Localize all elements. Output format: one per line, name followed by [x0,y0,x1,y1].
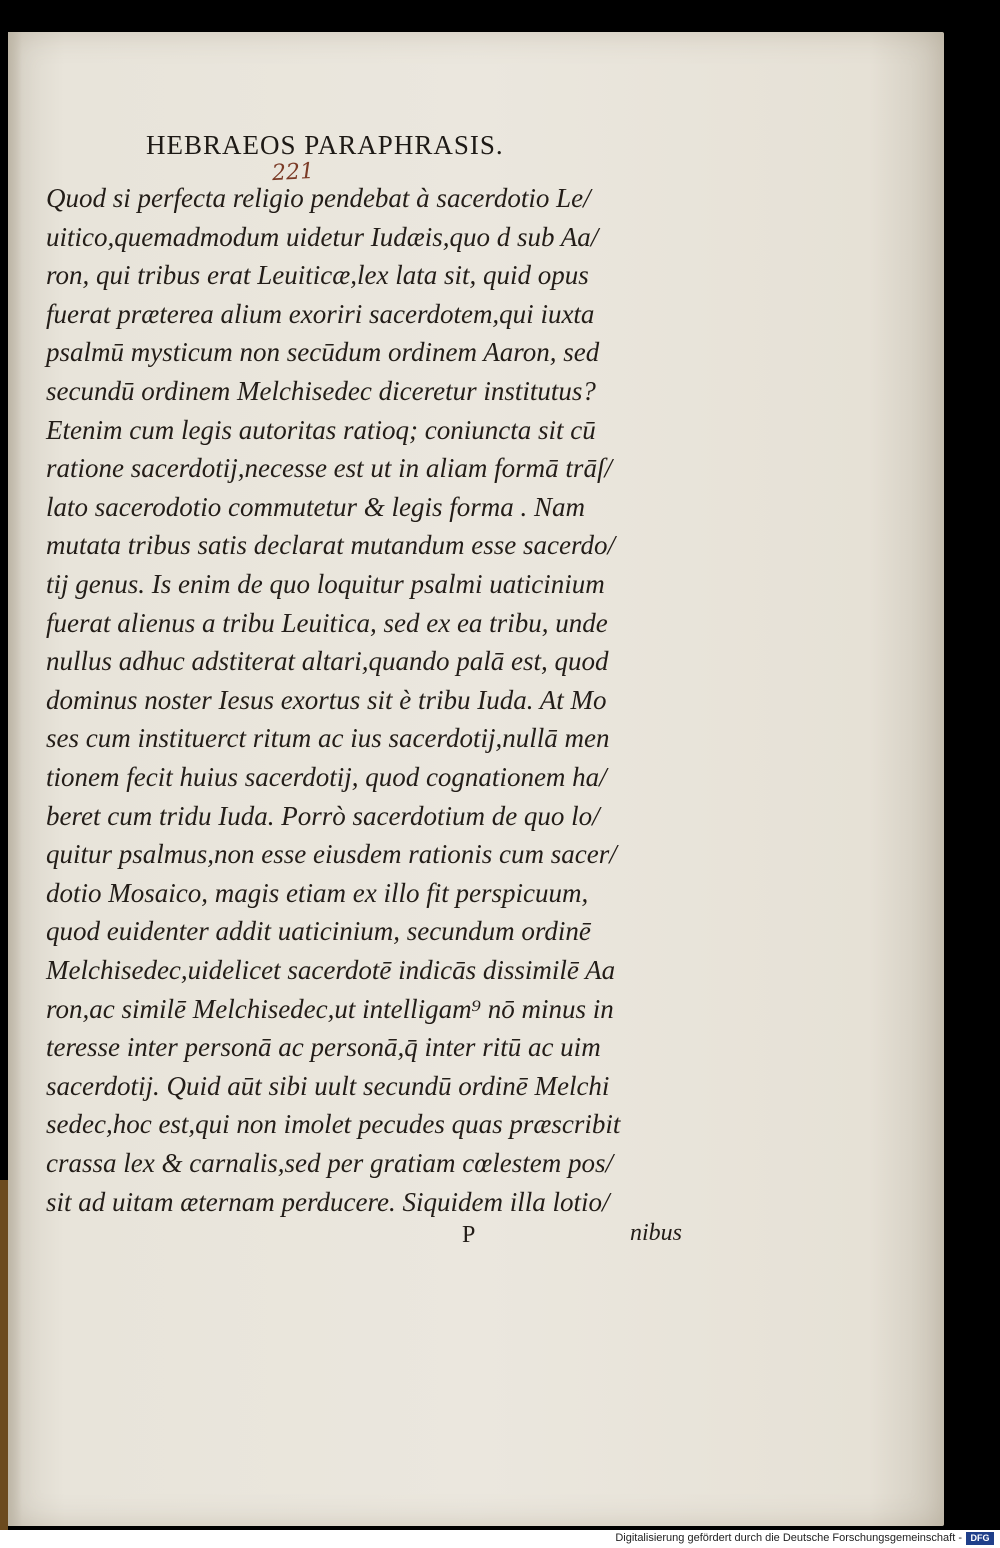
handwritten-folio-number: 221 [271,158,315,187]
text-line: sacerdotij. Quid aūt sibi uult secundū ordinē Melchi [46,1070,610,1101]
text-line: ron,ac similē Melchisedec,ut intelligam⁹ nō minus in [46,993,614,1024]
text-line: mutata tribus satis declarat mutandum esse sacerdo/ [46,530,615,561]
text-line: ratione sacerdotij,necesse est ut in aliam formā trāſ/ [46,453,612,484]
text-line: tionem fecit huius sacerdotij, quod cognationem ha/ [46,762,607,792]
running-header: HEBRAEOS PARAPHRASIS. [146,130,504,160]
text-line: nullus adhuc adstiterat altari,quando palā est, quod [46,646,609,677]
text-line: beret cum tridu Iuda. Porrò sacerdotium de quo lo/ [46,800,600,831]
text-line: quitur psalmus,non esse eiusdem rationis cum sacer/ [46,839,617,870]
dfg-logo: DFG [966,1532,994,1545]
text-line: sit ad uitam æternam perducere. Siquidem illa lotio/ [46,1186,610,1217]
catchword: nibus [630,1220,683,1246]
text-line: Melchisedec,uidelicet sacerdotē indicās dissimilē Aa [46,955,616,985]
text-line: crassa lex & carnalis,sed per gratiam cœlestem pos/ [46,1148,613,1178]
text-line: ron, qui tribus erat Leuiticæ,lex lata sit, quid opus [46,260,589,291]
signature-mark: P [462,1222,476,1248]
text-line: dominus noster Iesus exortus sit è tribu Iuda. At Mo [46,684,607,715]
text-line: fuerat alienus a tribu Leuitica, sed ex ea tribu, unde [46,607,608,638]
digitization-footer [0,1530,1000,1548]
text-line: fuerat præterea alium exoriri sacerdotem,qui iuxta [46,298,595,329]
text-line: Quod si perfecta religio pendebat à sacerdotio Le/ [46,183,591,213]
text-line: psalmū mysticum non secūdum ordinem Aaron, sed [46,337,600,368]
text-line: tij genus. Is enim de quo loquitur psalmi uaticinium [46,569,605,599]
text-line: Etenim cum legis autoritas ratioq; coniuncta sit cū [46,414,596,445]
text-line: sedec,hoc est,qui non imolet pecudes quas præscribit [46,1109,621,1140]
book-spine-edge [0,1180,8,1530]
text-line: quod euidenter addit uaticinium, secundum ordinē [46,916,591,947]
text-line: secundū ordinem Melchisedec diceretur institutus? [46,376,596,406]
text-line: dotio Mosaico, magis etiam ex illo fit perspicuum, [46,877,589,908]
text-line: lato sacerodotio commutetur & legis forma . Nam [46,491,585,522]
funding-credit: Digitalisierung gefördert durch die Deutsche Forschungsgemeinschaft - [615,1532,962,1544]
text-line: ses cum instituerct ritum ac ius sacerdotij,nullā men [46,723,610,754]
text-line: uitico,quemadmodum uidetur Iudæis,quo d sub Aa/ [46,221,599,252]
text-line: teresse inter personā ac personā,q̄ inter ritū ac uim [46,1032,601,1063]
